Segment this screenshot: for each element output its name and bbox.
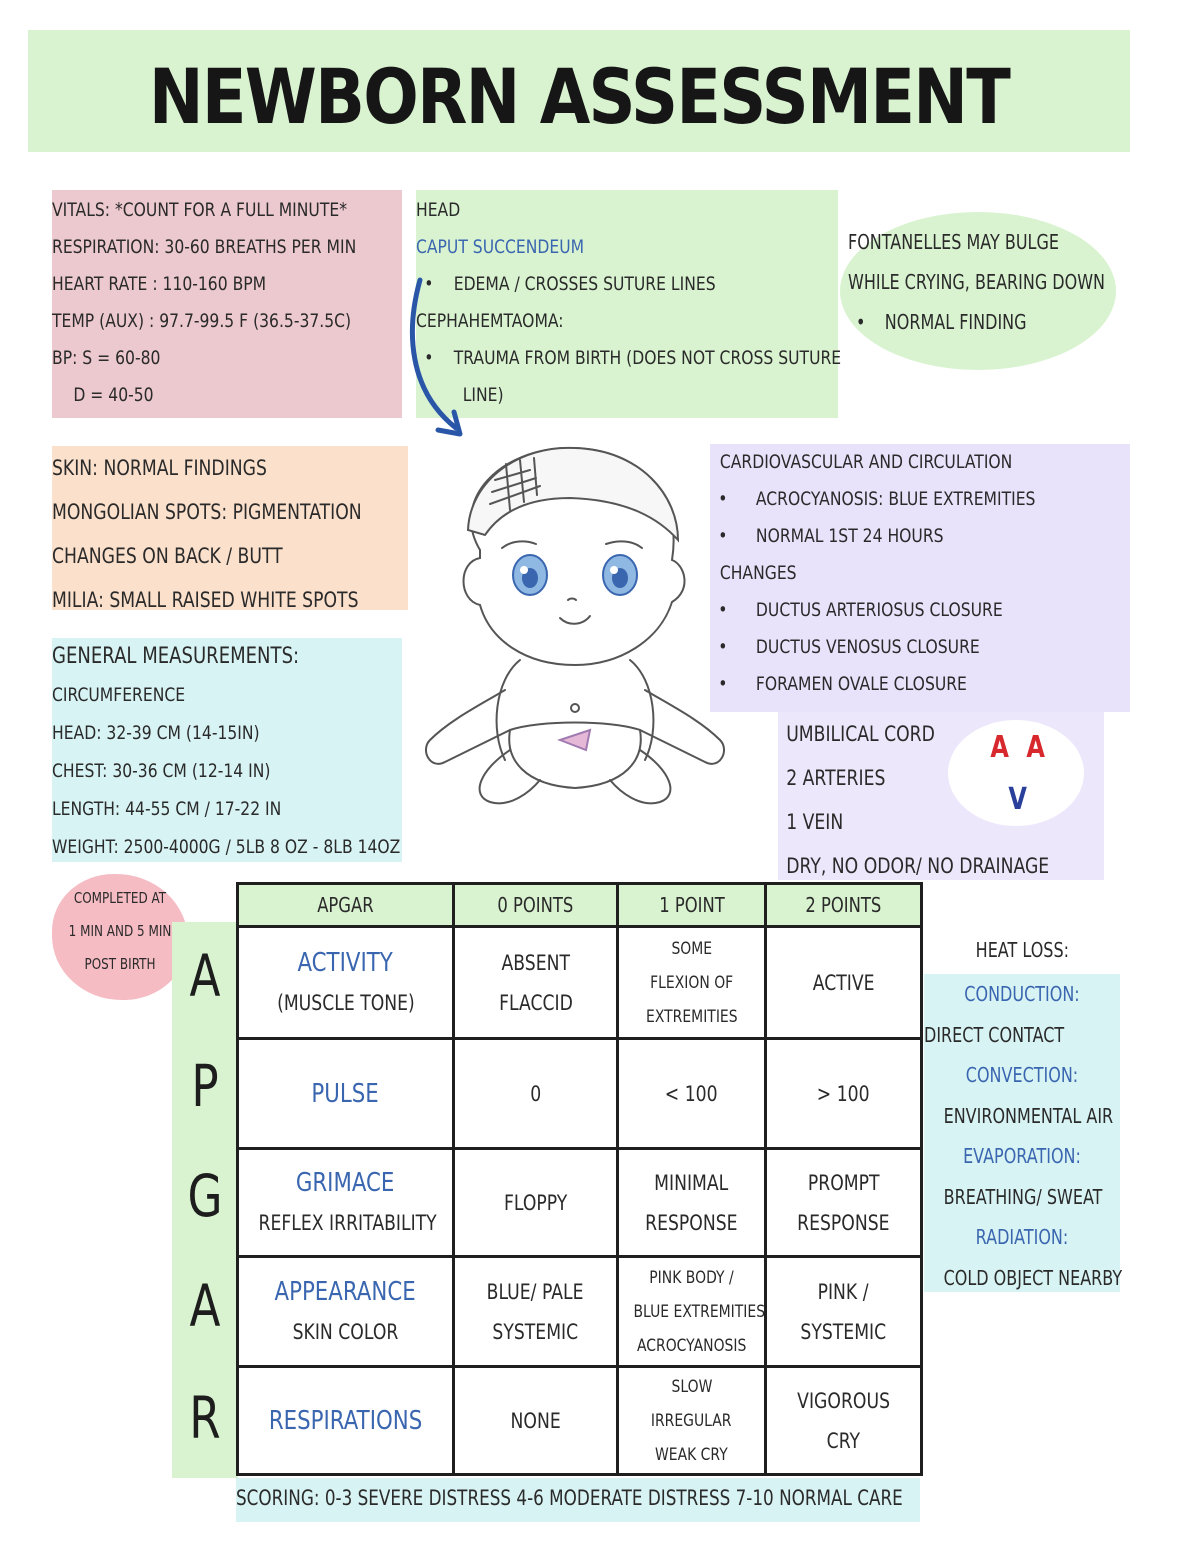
umbilical-vein: 1 VEIN xyxy=(786,810,844,834)
cell-2-points: ACTIVE xyxy=(766,927,922,1039)
scoring-footer xyxy=(236,1478,920,1522)
fontanelles-line1: FONTANELLES MAY BULGE xyxy=(848,230,1059,254)
heat-conduction: CONDUCTION: xyxy=(964,982,1080,1006)
completed-line3: POST BIRTH xyxy=(84,955,156,973)
artery-a2: A xyxy=(1026,730,1045,765)
vitals-temp: TEMP (AUX) : 97.7-99.5 F (36.5-37.5C) xyxy=(52,310,352,332)
general-chest: CHEST: 30-36 CM (12-14 IN) xyxy=(52,760,271,782)
header-2-points: 2 POINTS xyxy=(766,884,922,927)
umbilical-title: UMBILICAL CORD xyxy=(786,722,935,746)
baby-illustration xyxy=(410,440,740,810)
cell-2-points: VIGOROUS CRY xyxy=(766,1367,922,1475)
fontanelles-bubble xyxy=(840,212,1116,370)
head-title: HEAD xyxy=(416,199,461,221)
row-label-cell: APPEARANCE SKIN COLOR xyxy=(238,1257,454,1367)
cardio-bullet-acrocyanosis: • ACROCYANOSIS: BLUE EXTREMITIES xyxy=(710,481,1054,518)
head-panel xyxy=(416,190,842,418)
cell-1-point: SOME FLEXION OF EXTREMITIES xyxy=(618,927,766,1039)
cardio-bullet-ductus-arteriosus: • DUCTUS ARTERIOSUS CLOSURE xyxy=(710,592,1054,629)
heat-radiation-desc: COLD OBJECT NEARBY xyxy=(943,1265,1123,1290)
cardio-bullet-ductus-venosus: • DUCTUS VENOSUS CLOSURE xyxy=(710,629,1054,666)
cell-0-points: 0 xyxy=(454,1039,618,1149)
title-banner xyxy=(28,30,1130,152)
table-row xyxy=(238,1257,922,1367)
row-label-cell: ACTIVITY (MUSCLE TONE) xyxy=(238,927,454,1039)
row-label-cell: PULSE xyxy=(238,1039,454,1149)
heat-convection-desc: ENVIRONMENTAL AIR xyxy=(943,1103,1114,1128)
cell-0-points: FLOPPY xyxy=(454,1149,618,1257)
vitals-respiration: RESPIRATION: 30-60 BREATHS PER MIN xyxy=(52,236,357,258)
header-1-point: 1 POINT xyxy=(618,884,766,927)
general-length: LENGTH: 44-55 CM / 17-22 IN xyxy=(52,798,282,820)
cell-2-points: PROMPT RESPONSE xyxy=(766,1149,922,1257)
cell-1-point: MINIMAL RESPONSE xyxy=(618,1149,766,1257)
curved-arrow-icon xyxy=(398,270,478,445)
cephal-bullet: • TRAUMA FROM BIRTH (DOES NOT CROSS SUTURE xyxy=(416,340,762,377)
cell-2-points: > 100 xyxy=(766,1039,922,1149)
cephal-heading: CEPHAHEMTAOMA: xyxy=(416,310,564,332)
completed-line1: COMPLETED AT xyxy=(73,889,167,907)
apgar-letter-a: A xyxy=(189,942,221,1010)
cardio-changes: CHANGES xyxy=(719,562,797,584)
heat-loss-title: HEAT LOSS: xyxy=(975,938,1069,962)
heat-loss-panel xyxy=(924,974,1123,1292)
cell-1-point: PINK BODY / BLUE EXTREMITIES ACROCYANOSIS xyxy=(618,1257,766,1367)
vein-v: V xyxy=(1008,782,1027,817)
heat-evaporation: EVAPORATION: xyxy=(963,1144,1081,1168)
table-row xyxy=(238,1367,922,1475)
cephal-bullet-cont: LINE) xyxy=(462,384,504,406)
cell-1-point: < 100 xyxy=(618,1039,766,1149)
vitals-panel xyxy=(52,190,402,418)
cardio-title: CARDIOVASCULAR AND CIRCULATION xyxy=(719,451,1013,473)
cell-0-points: NONE xyxy=(454,1367,618,1475)
apgar-letter-a2: A xyxy=(189,1272,221,1340)
heat-convection: CONVECTION: xyxy=(965,1063,1079,1087)
cell-0-points: BLUE/ PALE SYSTEMIC xyxy=(454,1257,618,1367)
fontanelles-bullet: • NORMAL FINDING xyxy=(848,302,1062,342)
umbilical-arteries: 2 ARTERIES xyxy=(786,766,886,790)
skin-mongolian-cont: CHANGES ON BACK / BUTT xyxy=(52,544,283,568)
vessel-diagram xyxy=(948,720,1084,826)
cardio-bullet-normal: • NORMAL 1ST 24 HOURS xyxy=(710,518,1054,555)
cell-1-point: SLOW IRREGULAR WEAK CRY xyxy=(618,1367,766,1475)
row-label-cell: GRIMACE REFLEX IRRITABILITY xyxy=(238,1149,454,1257)
heat-evaporation-desc: BREATHING/ SWEAT xyxy=(943,1184,1103,1209)
header-apgar: APGAR xyxy=(238,884,454,927)
general-title: GENERAL MEASUREMENTS: xyxy=(52,644,300,669)
general-weight: WEIGHT: 2500-4000G / 5LB 8 OZ - 8LB 14OZ xyxy=(52,836,401,858)
row-label-cell: RESPIRATIONS xyxy=(238,1367,454,1475)
skin-mongolian: MONGOLIAN SPOTS: PIGMENTATION xyxy=(52,500,362,524)
heat-radiation: RADIATION: xyxy=(975,1225,1069,1249)
apgar-letter-p: P xyxy=(191,1052,219,1120)
caput-bullet: • EDEMA / CROSSES SUTURE LINES xyxy=(416,266,762,303)
table-row xyxy=(238,927,922,1039)
apgar-letter-g: G xyxy=(187,1162,223,1230)
artery-a1: A xyxy=(990,730,1009,765)
cell-0-points: ABSENT FLACCID xyxy=(454,927,618,1039)
completed-badge xyxy=(52,874,188,1000)
table-row xyxy=(238,1039,922,1149)
vitals-bp-diastolic: D = 40-50 xyxy=(73,384,154,406)
page-title: NEWBORN ASSESSMENT xyxy=(148,52,1010,141)
vitals-heart-rate: HEART RATE : 110-160 BPM xyxy=(52,273,267,295)
general-circumference: CIRCUMFERENCE xyxy=(52,684,186,706)
apgar-table xyxy=(236,882,920,1478)
skin-milia: MILIA: SMALL RAISED WHITE SPOTS xyxy=(52,588,359,612)
skin-panel xyxy=(52,446,408,610)
apgar-letter-r: R xyxy=(189,1384,221,1452)
heat-conduction-desc: DIRECT CONTACT xyxy=(924,1022,1065,1047)
caput-heading: CAPUT SUCCENDEUM xyxy=(416,236,585,258)
general-measurements-panel xyxy=(52,638,402,862)
fontanelles-line2: WHILE CRYING, BEARING DOWN xyxy=(848,270,1105,294)
table-row xyxy=(238,1149,922,1257)
cardiovascular-panel xyxy=(710,444,1130,712)
scoring-text: SCORING: 0-3 SEVERE DISTRESS 4-6 MODERATE DISTRESS 7-10 NORMAL CARE xyxy=(236,1486,903,1510)
general-head: HEAD: 32-39 CM (14-15IN) xyxy=(52,722,260,744)
skin-title: SKIN: NORMAL FINDINGS xyxy=(52,456,267,480)
cell-2-points: PINK / SYSTEMIC xyxy=(766,1257,922,1367)
vitals-bp-systolic: BP: S = 60-80 xyxy=(52,347,161,369)
umbilical-dry: DRY, NO ODOR/ NO DRAINAGE xyxy=(786,854,1050,878)
cardio-bullet-foramen-ovale: • FORAMEN OVALE CLOSURE xyxy=(710,666,1054,703)
apgar-letters-column xyxy=(172,922,238,1478)
header-0-points: 0 POINTS xyxy=(454,884,618,927)
vitals-title: VITALS: *COUNT FOR A FULL MINUTE* xyxy=(52,199,347,221)
completed-line2: 1 MIN AND 5 MIN xyxy=(68,922,172,940)
